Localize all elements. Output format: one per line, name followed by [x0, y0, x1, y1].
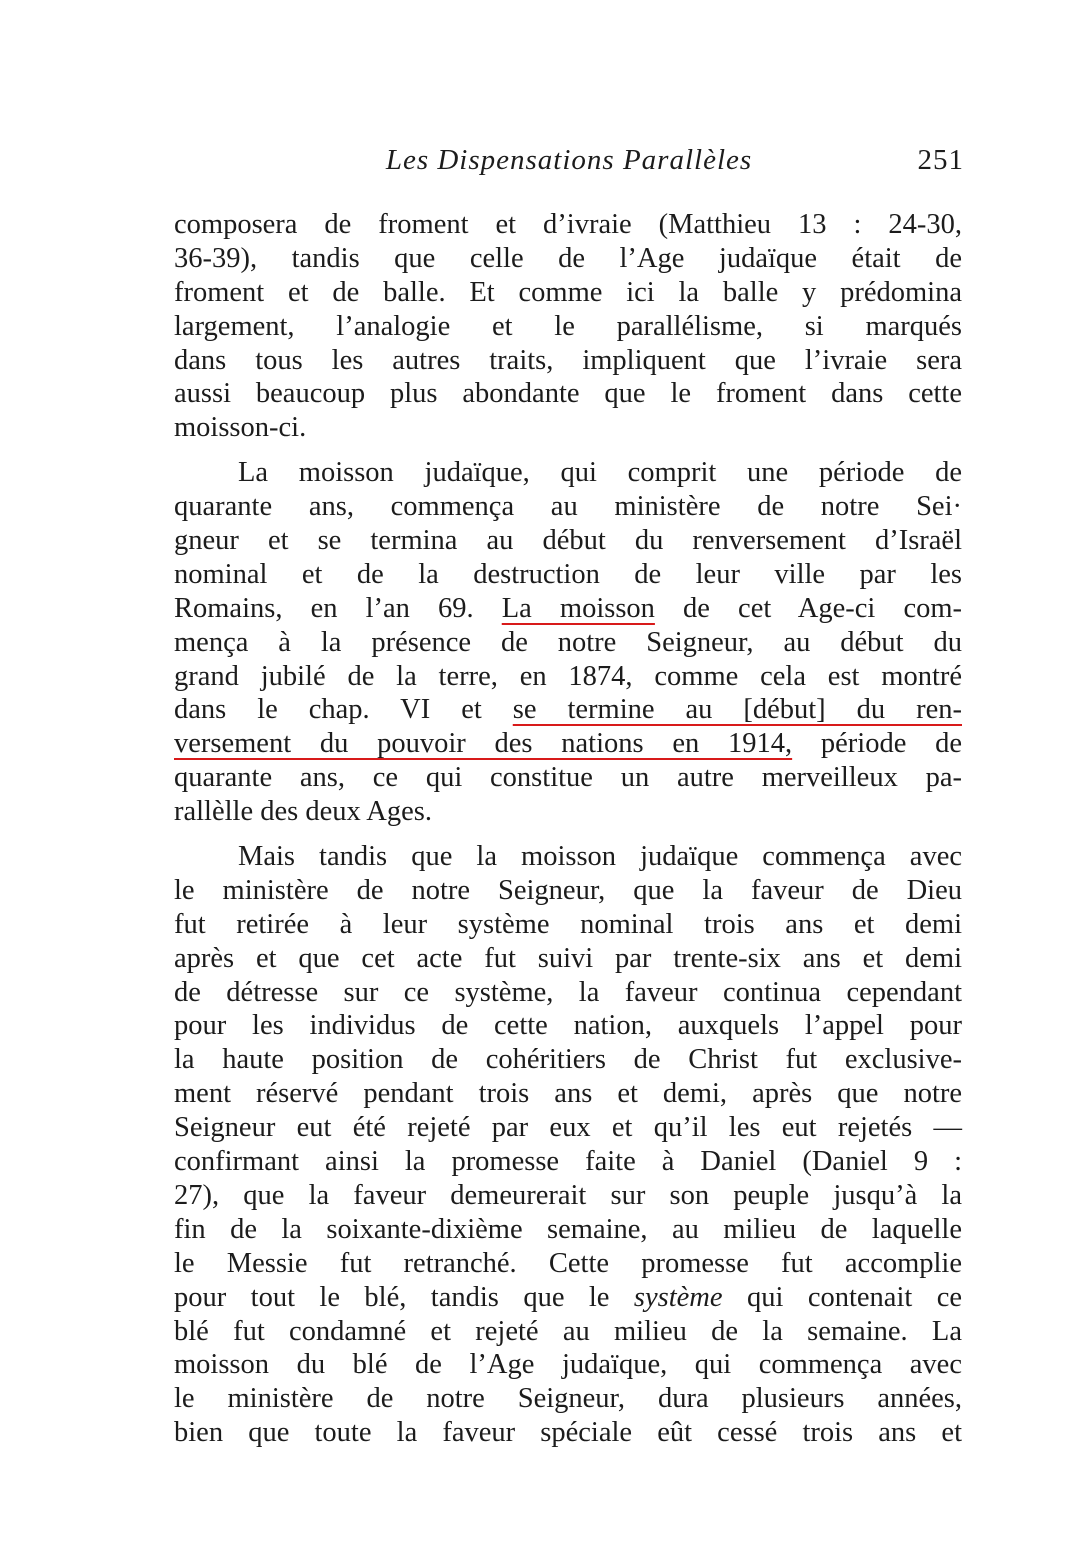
text-line: Seigneur eut été rejeté par eux et qu’il les eut rejetés — — [174, 1112, 962, 1144]
text-line: la haute position de cohéritiers de Christ fut exclusive- — [174, 1044, 962, 1076]
text-line: moisson du blé de l’Age judaïque, qui commença avec — [174, 1349, 962, 1381]
text-line: après et que cet acte fut suivi par trente-six ans et demi — [174, 942, 962, 974]
underlined-phrase: se termine au [début] du ren- — [512, 694, 962, 726]
text-line: dans tous les autres traits, impliquent que l’ivraie sera — [174, 344, 962, 376]
text-line: quarante ans, commença au ministère de notre Sei· — [174, 491, 962, 523]
paragraph — [174, 456, 962, 829]
page-header — [174, 140, 964, 186]
text-run: pour tout le blé, tandis que le — [174, 1281, 610, 1313]
italic-word: système — [633, 1281, 723, 1313]
underlined-phrase: La moisson — [501, 592, 655, 624]
text-line: nominal et de la destruction de leur ville par les — [174, 558, 962, 590]
text-line — [174, 1281, 962, 1315]
text-line: froment et de balle. Et comme ici la balle y prédomina — [174, 276, 962, 308]
text-line: mença à la présence de notre Seigneur, au début du — [174, 626, 962, 658]
text-run: Romains, en l’an 69. — [174, 592, 474, 624]
text-line: moisson-ci. — [174, 412, 307, 444]
page-number: 251 — [917, 144, 964, 176]
text-line — [174, 693, 962, 727]
text-line: grand jubilé de la terre, en 1874, comme cela est montré — [174, 660, 962, 692]
text-line: blé fut condamné et rejeté au milieu de la semaine. La — [174, 1315, 962, 1347]
text-line: gneur et se termina au début du renversement d’Israël — [174, 525, 962, 557]
text-line: Mais tandis que la moisson judaïque commença avec — [238, 841, 962, 873]
text-line: quarante ans, ce qui constitue un autre merveilleux pa- — [174, 762, 962, 794]
paragraph — [174, 208, 962, 445]
text-run: dans le chap. VI et — [174, 694, 482, 726]
text-line: ment réservé pendant trois ans et demi, après que notre — [174, 1078, 962, 1110]
text-line: 36-39), tandis que celle de l’Age judaïque était de — [174, 242, 962, 274]
text-line — [174, 592, 962, 626]
running-title: Les Dispensations Parallèles — [385, 144, 753, 176]
text-run: période de — [820, 728, 963, 760]
text-line: composera de froment et d’ivraie (Matthieu 13 : 24-30, — [174, 209, 962, 240]
text-line: aussi beaucoup plus abondante que le froment dans cette — [174, 378, 962, 410]
text-line: le Messie fut retranché. Cette promesse fut accomplie — [174, 1247, 962, 1279]
paragraph — [174, 840, 962, 1450]
text-line: fut retirée à leur système nominal trois ans et demi — [174, 908, 962, 940]
text-line: le ministère de notre Seigneur, que la faveur de Dieu — [174, 874, 962, 906]
text-line: 27), que la faveur demeurerait sur son peuple jusqu’à la — [174, 1179, 962, 1211]
text-body — [174, 208, 962, 1450]
text-line: La moisson judaïque, qui comprit une période de — [238, 457, 962, 489]
text-line: largement, l’analogie et le parallélisme, si marqués — [174, 310, 962, 342]
text-line: rallèlle des deux Ages. — [174, 796, 433, 828]
text-line: fin de la soixante-dixième semaine, au milieu de laquelle — [174, 1213, 962, 1245]
text-run: qui contenait ce — [746, 1281, 963, 1313]
text-line: de détresse sur ce système, la faveur continua cependant — [174, 976, 962, 1008]
text-run: de cet Age-ci com- — [683, 592, 962, 624]
text-line — [174, 727, 962, 761]
text-line: confirmant ainsi la promesse faite à Daniel (Daniel 9 : — [174, 1146, 962, 1178]
underlined-phrase: versement du pouvoir des nations en 1914, — [174, 728, 793, 760]
text-line: le ministère de notre Seigneur, dura plusieurs années, — [174, 1383, 962, 1415]
text-line: bien que toute la faveur spéciale eût cessé trois ans et — [174, 1417, 962, 1449]
text-line: pour les individus de cette nation, auxquels l’appel pour — [174, 1010, 962, 1042]
